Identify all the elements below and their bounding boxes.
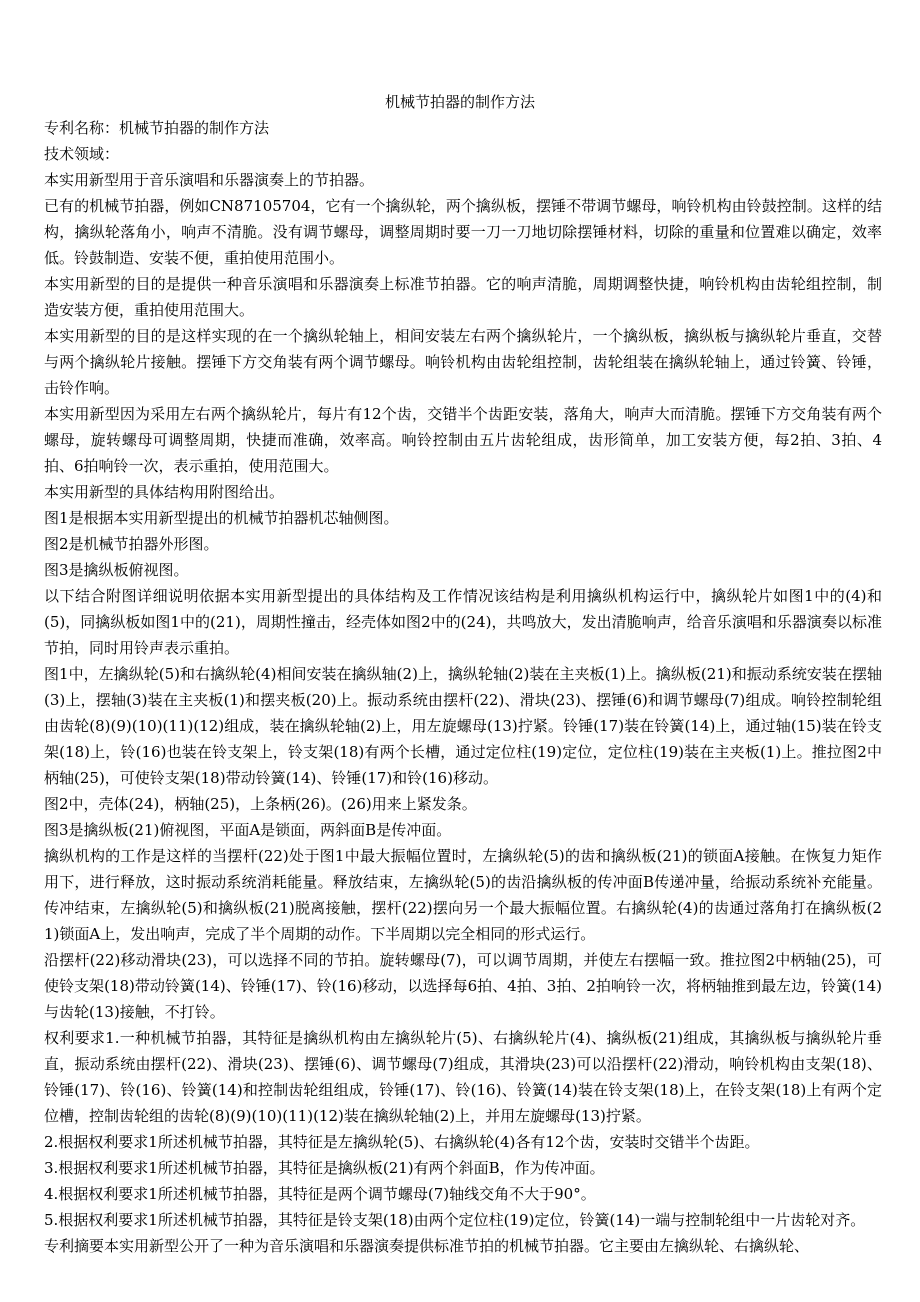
paragraph: 技术领域：: [44, 145, 120, 163]
document-title: 机械节拍器的制作方法: [384, 93, 535, 111]
paragraph: 本实用新型的目的是提供一种音乐演唱和乐器演奏上标准节拍器。它的响声清脆，周期调整快捷，响铃机构由齿轮组控制，制造安装方便，重拍使用范围大。: [44, 275, 882, 319]
paragraph: 5.根据权利要求1所述机械节拍器，其特征是铃支架(18)由两个定位柱(19)定位，铃簧(14)一端与控制轮组中一片齿轮对齐。: [44, 1211, 866, 1229]
paragraph: 图2中，壳体(24)，柄轴(25)，上条柄(26)。(26)用来上紧发条。: [44, 795, 477, 813]
paragraph: 图3是擒纵板(21)俯视图，平面A是锁面，两斜面B是传冲面。: [44, 821, 452, 839]
paragraph: 图3是擒纵板俯视图。: [44, 561, 189, 579]
paragraph: 专利名称：机械节拍器的制作方法: [44, 119, 270, 137]
paragraph: 2.根据权利要求1所述机械节拍器，其特征是左擒纵轮(5)、右擒纵轮(4)各有12个齿，安装时交错半个齿距。: [44, 1133, 760, 1151]
paragraph: 已有的机械节拍器，例如CN87105704，它有一个擒纵轮，两个擒纵板，摆锤不带调节螺母，响铃机构由铃鼓控制。这样的结构，擒纵轮落角小，响声不清脆。没有调节螺母，调整周期时要一刀一刀地切除摆锤材料，切除的重量和位置难以确定，效率低。铃鼓制造、安装不便，重拍使用范围小。: [44, 197, 882, 267]
paragraph: 图2是机械节拍器外形图。: [44, 535, 219, 553]
paragraph: 本实用新型的具体结构用附图给出。: [44, 483, 285, 501]
paragraph: 沿摆杆(22)移动滑块(23)，可以选择不同的节拍。旋转螺母(7)，可以调节周期，并使左右摆幅一致。推拉图2中柄轴(25)，可使铃支架(18)带动铃簧(14)、铃锤(17)、铃(16)移动，以选择每6拍、4拍、3拍、2拍响铃一次，将柄轴推到最左边，铃簧(14)与齿轮(13)接触，不打铃。: [44, 951, 882, 1021]
paragraph: 以下结合附图详细说明依据本实用新型提出的具体结构及工作情况该结构是利用擒纵机构运行中，擒纵轮片如图1中的(4)和(5)，同擒纵板如图1中的(21)，周期性撞击，经壳体如图2中的(24)，共鸣放大，发出清脆响声，给音乐演唱和乐器演奏以标准节拍，同时用铃声表示重拍。: [44, 587, 882, 657]
paragraph: 专利摘要本实用新型公开了一种为音乐演唱和乐器演奏提供标准节拍的机械节拍器。它主要由左擒纵轮、右擒纵轮、: [44, 1237, 810, 1255]
document-body: [44, 115, 882, 1259]
paragraph: 图1是根据本实用新型提出的机械节拍器机芯轴侧图。: [44, 509, 399, 527]
paragraph: 4.根据权利要求1所述机械节拍器，其特征是两个调节螺母(7)轴线交角不大于90°。: [44, 1185, 596, 1203]
paragraph: 权利要求1.一种机械节拍器，其特征是擒纵机构由左擒纵轮片(5)、右擒纵轮片(4)、擒纵板(21)组成，其擒纵板与擒纵轮片垂直，振动系统由摆杆(22)、滑块(23)、摆锤(6)、调节螺母(7)组成，其滑块(23)可以沿摆杆(22)滑动，响铃机构由支架(18)、铃锤(17)、铃(16)、铃簧(14)和控制齿轮组组成，铃锤(17)、铃(16)、铃簧(14)装在铃支架(18)上，在铃支架(18)上有两个定位槽，控制齿轮组的齿轮(8)(9)(10)(11)(12)装在擒纵轮轴(2)上，并用左旋螺母(13)拧紧。: [44, 1029, 882, 1125]
paragraph: 本实用新型因为采用左右两个擒纵轮片，每片有12个齿，交错半个齿距安装，落角大，响声大而清脆。摆锤下方交角装有两个螺母，旋转螺母可调整周期，快捷而准确，效率高。响铃控制由五片齿轮组成，齿形简单，加工安装方便，每2拍、3拍、4拍、6拍响铃一次，表示重拍，使用范围大。: [44, 405, 882, 475]
paragraph: 擒纵机构的工作是这样的当摆杆(22)处于图1中最大振幅位置时，左擒纵轮(5)的齿和擒纵板(21)的锁面A接触。在恢复力矩作用下，进行释放，这时振动系统消耗能量。释放结束，左擒纵轮(5)的齿沿擒纵板的传冲面B传递冲量，给振动系统补充能量。传冲结束，左擒纵轮(5)和擒纵板(21)脱离接触，摆杆(22)摆向另一个最大振幅位置。右擒纵轮(4)的齿通过落角打在擒纵板(21)锁面A上，发出响声，完成了半个周期的动作。下半周期以完全相同的形式运行。: [44, 847, 882, 943]
paragraph: 3.根据权利要求1所述机械节拍器，其特征是擒纵板(21)有两个斜面B，作为传冲面。: [44, 1159, 605, 1177]
paragraph: 图1中，左擒纵轮(5)和右擒纵轮(4)相间安装在擒纵轴(2)上，擒纵轮轴(2)装在主夹板(1)上。擒纵板(21)和振动系统安装在摆轴(3)上，摆轴(3)装在主夹板(1)和摆夹板(20)上。振动系统由摆杆(22)、滑块(23)、摆锤(6)和调节螺母(7)组成。响铃控制轮组由齿轮(8)(9)(10)(11)(12)组成，装在擒纵轮轴(2)上，用左旋螺母(13)拧紧。铃锤(17)装在铃簧(14)上，通过轴(15)装在铃支架(18)上，铃(16)也装在铃支架上，铃支架(18)有两个长槽，通过定位柱(19)定位，定位柱(19)装在主夹板(1)上。推拉图2中柄轴(25)，可使铃支架(18)带动铃簧(14)、铃锤(17)和铃(16)移动。: [44, 665, 882, 787]
paragraph: 本实用新型的目的是这样实现的在一个擒纵轮轴上，相间安装左右两个擒纵轮片，一个擒纵板，擒纵板与擒纵轮片垂直，交替与两个擒纵轮片接触。摆锤下方交角装有两个调节螺母。响铃机构由齿轮组控制，齿轮组装在擒纵轮轴上，通过铃簧、铃锤，击铃作响。: [44, 327, 882, 397]
paragraph: 本实用新型用于音乐演唱和乐器演奏上的节拍器。: [44, 171, 375, 189]
